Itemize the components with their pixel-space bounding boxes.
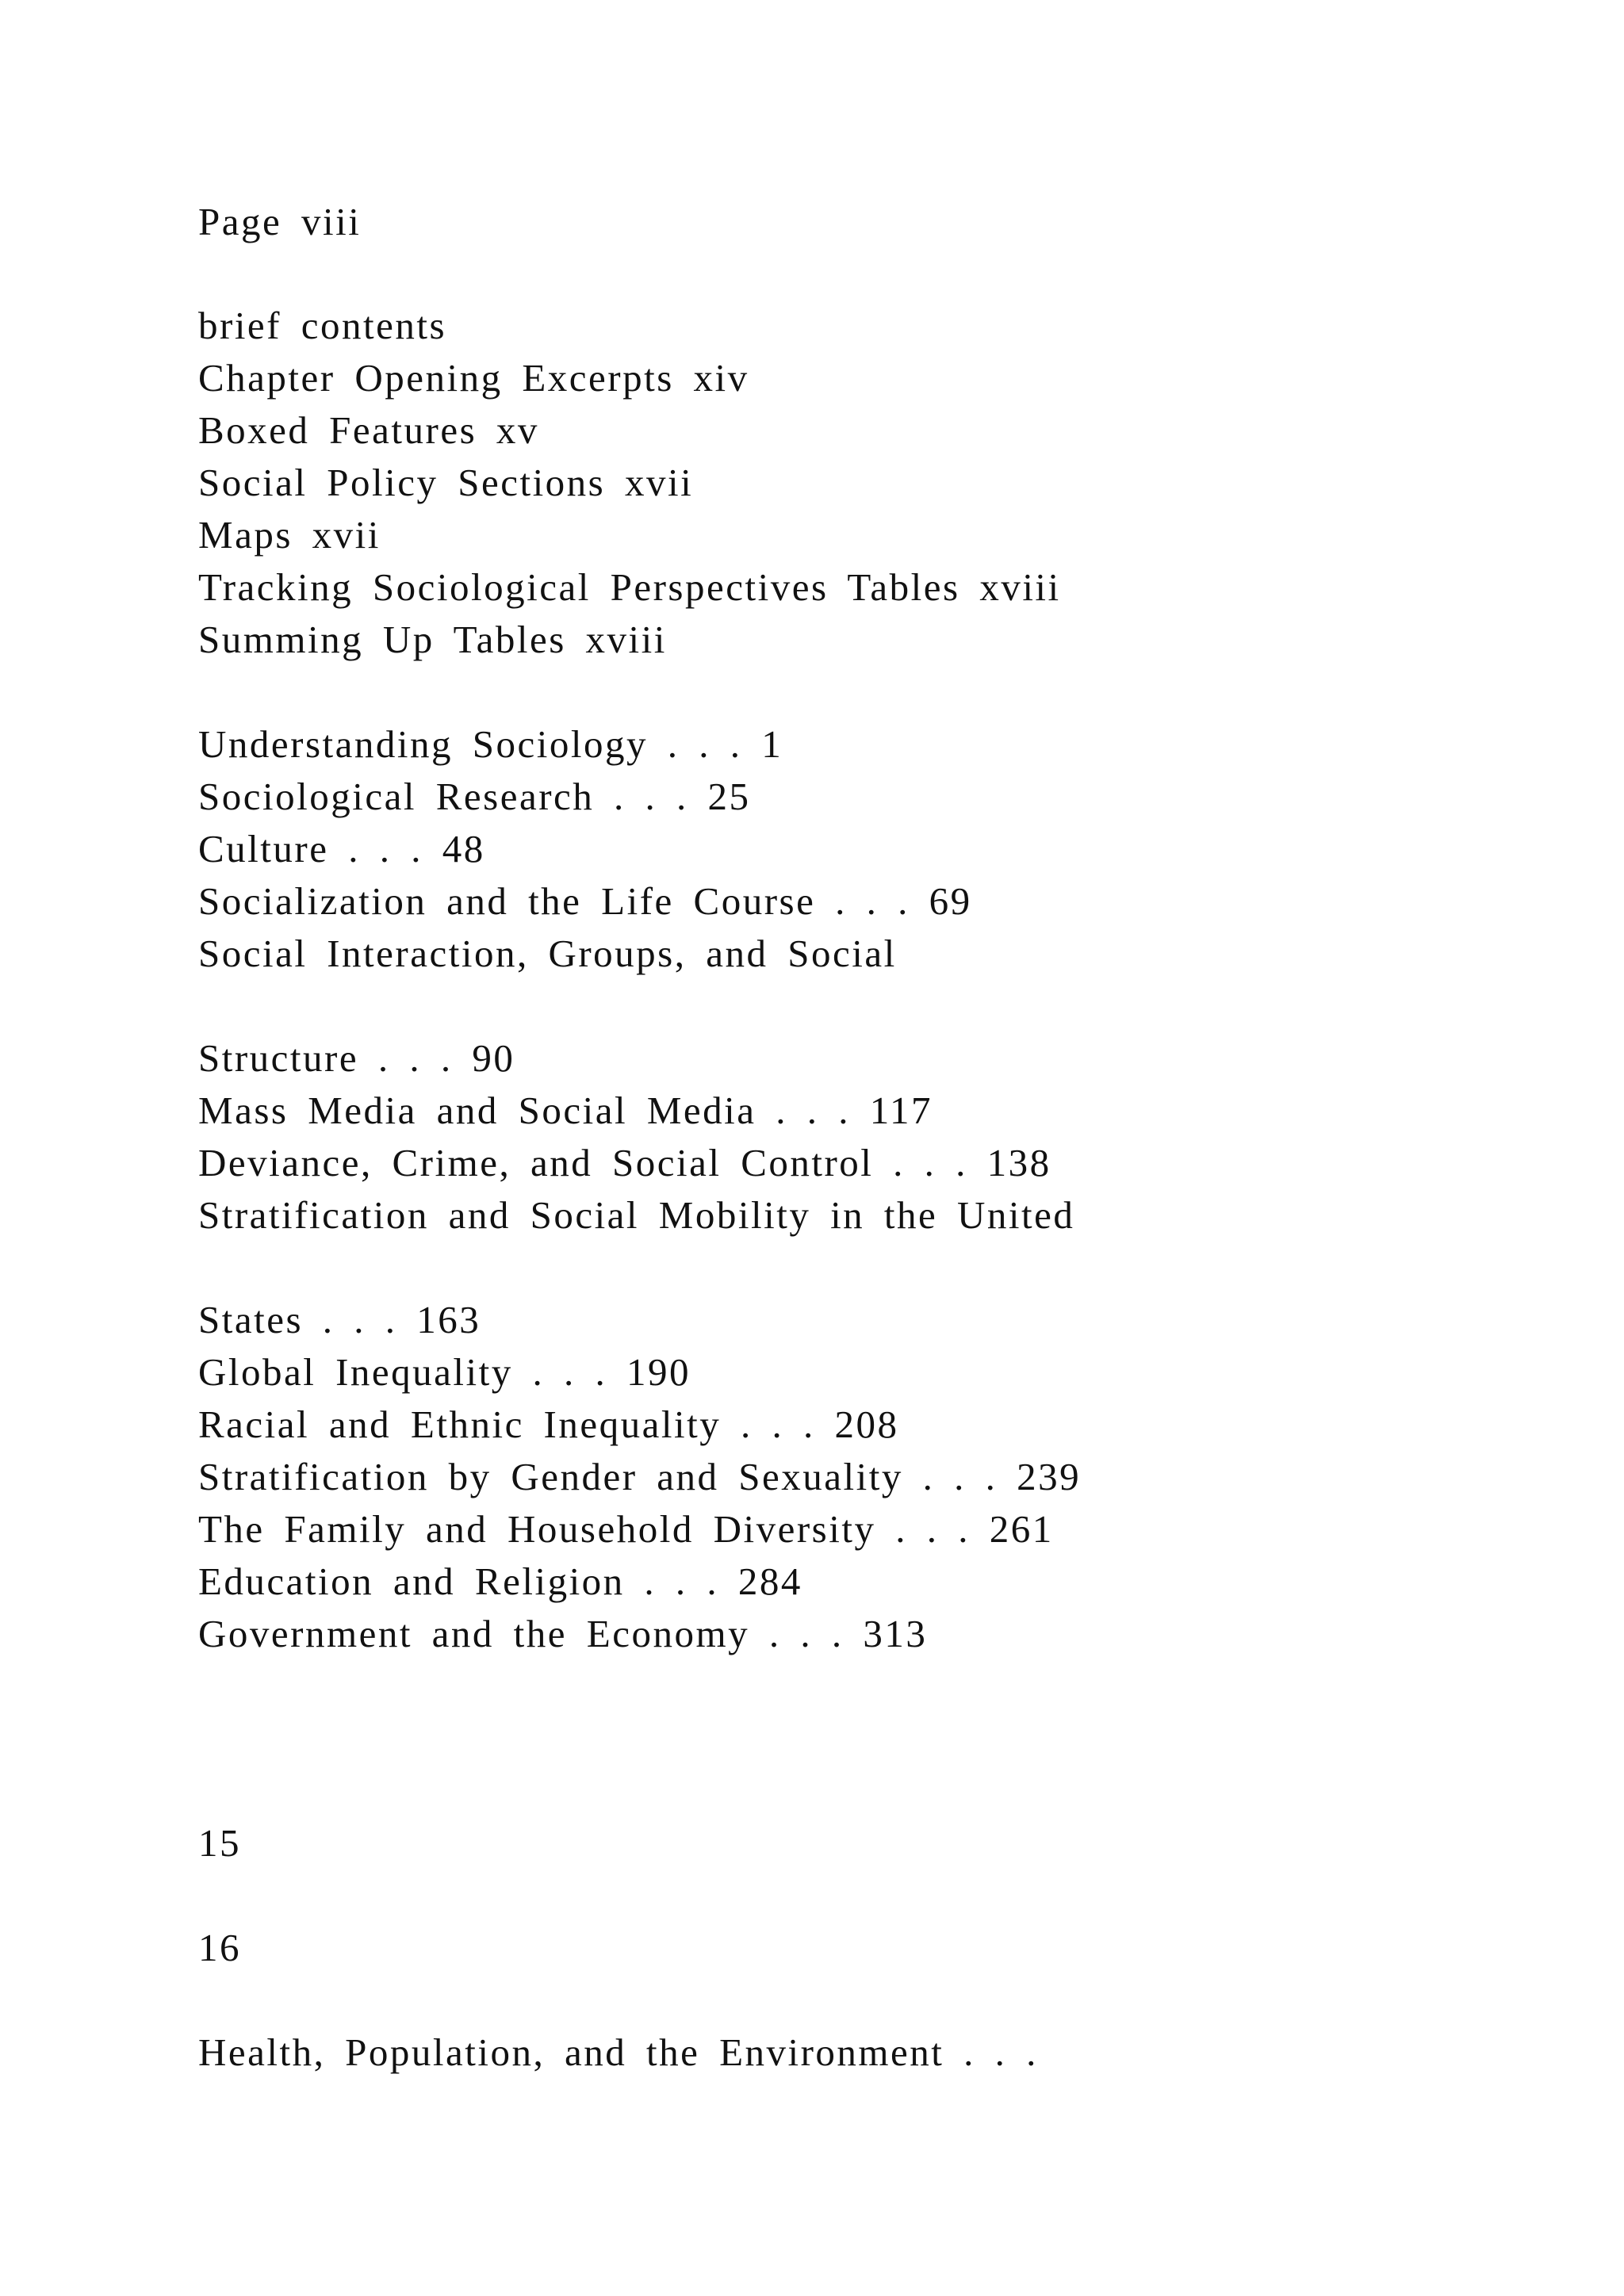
chapter-entry: Sociological Research . . . 25 [198,775,751,818]
front-matter-entry: Boxed Features xv [198,408,539,452]
chapter-entry: Government and the Economy . . . 313 [198,1612,928,1655]
chapter-entry: Stratification by Gender and Sexuality . . . 239 [198,1455,1082,1498]
chapter-entry: Deviance, Crime, and Social Control . . . 138 [198,1141,1051,1184]
page-label: Page viii [198,200,362,243]
chapter-entry: Culture . . . 48 [198,827,485,871]
chapter-entry: Racial and Ethnic Inequality . . . 208 [198,1402,899,1446]
section-heading: brief contents [198,304,447,347]
chapter-entry: The Family and Household Diversity . . . 261 [198,1507,1054,1551]
chapter-number: 15 [198,1821,241,1865]
chapter-entry: Health, Population, and the Environment . . . [198,2030,1038,2074]
chapter-entry: States . . . 163 [198,1298,481,1341]
chapter-entry: Stratification and Social Mobility in the United [198,1193,1075,1237]
front-matter-entry: Summing Up Tables xviii [198,618,667,661]
chapter-entry: Socialization and the Life Course . . . 69 [198,879,972,923]
chapter-entry: Global Inequality . . . 190 [198,1350,691,1394]
chapter-number: 16 [198,1926,241,1969]
chapter-entry: Understanding Sociology . . . 1 [198,722,783,766]
front-matter-entry: Maps xvii [198,513,381,557]
front-matter-entry: Chapter Opening Excerpts xiv [198,356,749,400]
chapter-entry: Education and Religion . . . 284 [198,1559,802,1603]
front-matter-entry: Social Policy Sections xvii [198,461,694,504]
chapter-entry: Mass Media and Social Media . . . 117 [198,1089,933,1132]
chapter-entry: Structure . . . 90 [198,1036,515,1080]
front-matter-entry: Tracking Sociological Perspectives Tables xviii [198,565,1061,609]
chapter-entry: Social Interaction, Groups, and Social [198,932,897,975]
